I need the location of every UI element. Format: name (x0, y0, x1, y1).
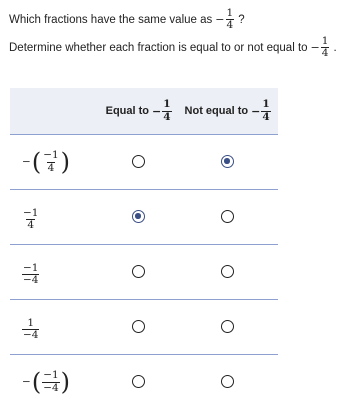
question-prompt (9, 8, 245, 31)
equal-to-cell (100, 190, 177, 245)
not-equal-to-radio[interactable] (221, 155, 234, 168)
row-fraction (22, 318, 39, 341)
header-not-equal-minus-sign: − (251, 104, 261, 118)
table-row (10, 300, 278, 355)
row-fraction (22, 263, 39, 286)
instruction-period: . (333, 41, 337, 54)
row-expression (22, 318, 39, 341)
row-denominator: −4 (23, 329, 39, 341)
row-expression (22, 208, 39, 231)
row-outer-minus-sign: − (22, 156, 31, 168)
equal-to-radio[interactable] (132, 265, 145, 278)
row-fraction (22, 208, 39, 231)
not-equal-to-cell (177, 190, 278, 245)
row-fraction (42, 150, 59, 173)
right-paren: ) (60, 148, 71, 176)
prompt-text: Which fractions have the same value as (9, 13, 213, 26)
prompt-denominator: 4 (226, 19, 234, 32)
row-label-cell (10, 245, 100, 300)
row-denominator: −4 (23, 274, 39, 286)
row-outer-minus-sign: − (22, 376, 31, 388)
answer-table (10, 88, 278, 409)
header-equal-denominator: 4 (163, 110, 171, 123)
right-paren: ) (60, 368, 71, 396)
row-label-cell (10, 190, 100, 245)
left-paren: ( (31, 148, 42, 176)
left-paren: ( (31, 368, 42, 396)
equal-to-radio[interactable] (132, 155, 145, 168)
header-not-equal-denominator: 4 (262, 110, 270, 123)
prompt-question-mark: ? (238, 13, 245, 26)
equal-to-cell (100, 135, 177, 190)
instruction-numerator: 1 (321, 35, 329, 47)
row-denominator: 4 (47, 161, 55, 174)
not-equal-to-cell (177, 245, 278, 300)
not-equal-to-cell (177, 300, 278, 355)
row-denominator: −4 (43, 381, 59, 394)
row-expression (22, 150, 71, 174)
equal-to-radio[interactable] (132, 320, 145, 333)
not-equal-to-radio[interactable] (221, 375, 234, 388)
row-label-cell (10, 135, 100, 190)
row-numerator: −1 (43, 369, 59, 382)
header-blank-cell (10, 88, 100, 135)
instruction-text: Determine whether each fraction is equal to or not equal to (9, 41, 308, 54)
equal-to-radio[interactable] (132, 375, 145, 388)
header-equal-minus-sign: − (152, 104, 162, 118)
not-equal-to-cell (177, 355, 278, 410)
table-row (10, 190, 278, 245)
row-label-cell (10, 300, 100, 355)
header-not-equal-fraction (261, 99, 270, 122)
instruction-denominator: 4 (321, 47, 329, 60)
not-equal-to-radio[interactable] (221, 265, 234, 278)
prompt-numerator: 1 (226, 7, 234, 19)
header-not-equal-label: Not equal to (184, 105, 249, 117)
table-header-row (10, 88, 278, 135)
header-equal-to (100, 88, 177, 135)
not-equal-to-radio[interactable] (221, 320, 234, 333)
header-not-equal-to (177, 88, 278, 135)
not-equal-to-cell (177, 135, 278, 190)
header-equal-numerator: 1 (163, 98, 171, 111)
instruction-fraction (321, 36, 330, 59)
row-denominator: 4 (27, 219, 35, 231)
header-equal-fraction (162, 99, 171, 122)
row-numerator: 1 (27, 316, 35, 329)
row-numerator: −1 (23, 261, 39, 274)
header-equal-label: Equal to (105, 105, 150, 117)
prompt-minus-sign: − (215, 13, 225, 27)
not-equal-to-radio[interactable] (221, 210, 234, 223)
instruction-minus-sign: − (310, 41, 320, 55)
row-expression (22, 263, 39, 286)
table-row (10, 245, 278, 300)
header-not-equal-numerator: 1 (262, 98, 270, 111)
table-row (10, 355, 278, 410)
row-label-cell (10, 355, 100, 410)
equal-to-cell (100, 245, 177, 300)
question-instruction (9, 36, 337, 59)
equal-to-cell (100, 300, 177, 355)
prompt-fraction (226, 8, 235, 31)
equal-to-radio[interactable] (132, 210, 145, 223)
table-row (10, 135, 278, 190)
row-numerator: −1 (23, 206, 39, 219)
row-expression (22, 370, 71, 394)
equal-to-cell (100, 355, 177, 410)
row-fraction (42, 370, 59, 393)
row-numerator: −1 (43, 149, 59, 162)
